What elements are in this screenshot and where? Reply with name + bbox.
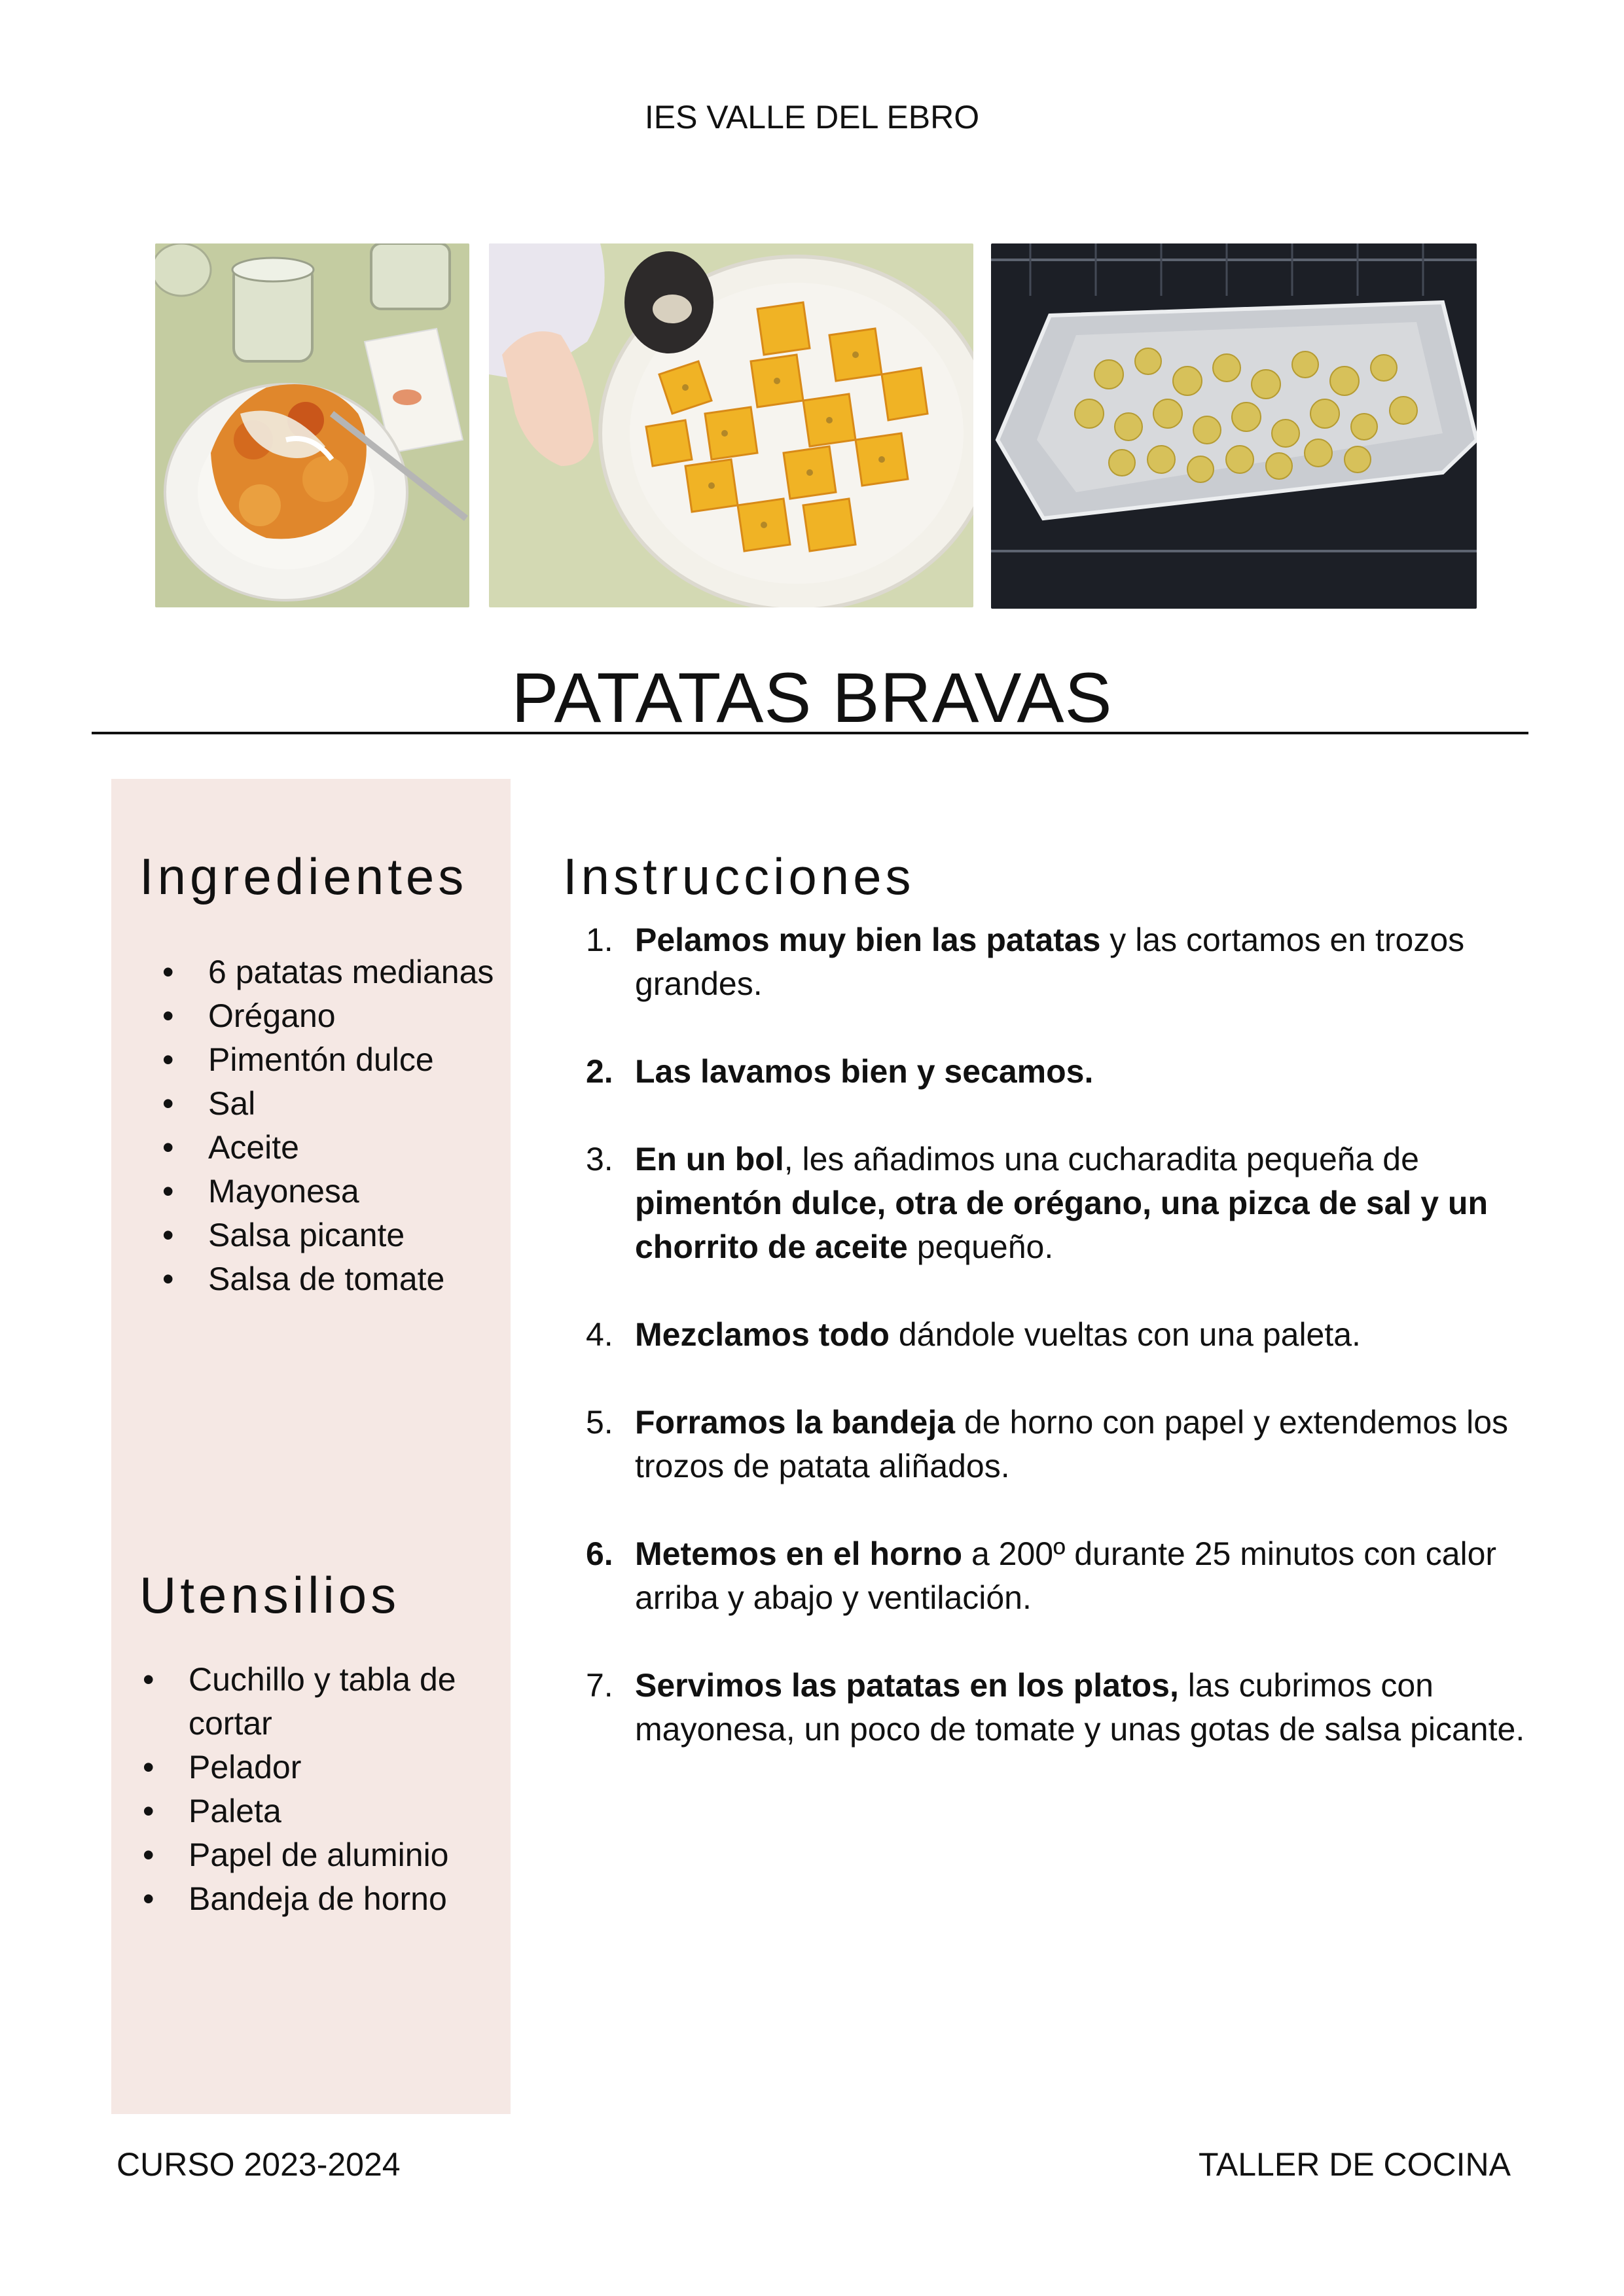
- school-name: IES VALLE DEL EBRO: [644, 99, 980, 135]
- step-number: 5.: [586, 1404, 613, 1441]
- utensil-item: • Paleta: [189, 1789, 496, 1833]
- step-number: 3.: [586, 1141, 613, 1177]
- footer-course: CURSO 2023-2024: [117, 2146, 401, 2183]
- step-text: dándole vueltas con una paleta.: [889, 1316, 1361, 1353]
- instruction-step: [586, 918, 1551, 1006]
- step-text: a 200º durante 25 minutos con calor arriba y abajo y ventilación.: [635, 1535, 1497, 1616]
- instruction-step: [586, 1664, 1551, 1751]
- ingredient-item: • 6 patatas medianas: [208, 950, 516, 994]
- photo-plated-dish: [155, 243, 469, 607]
- instruction-step: [586, 1313, 1551, 1357]
- ingredients-heading: Ingredientes: [139, 848, 468, 905]
- utensil-item: • Cuchillo y tabla de cortar: [189, 1658, 496, 1746]
- step-number: 6.: [586, 1535, 613, 1572]
- step-text: las cubrimos con mayonesa, un poco de tomate y unas gotas de salsa picante.: [635, 1667, 1525, 1748]
- step-bold-text: Las lavamos bien y secamos.: [635, 1053, 1094, 1090]
- instruction-step: [586, 1401, 1551, 1488]
- step-number: 2.: [586, 1053, 613, 1090]
- step-bold-text: pimentón dulce, otra de orégano, una pizca de sal y un chorrito de aceite: [635, 1185, 1489, 1265]
- step-number: 7.: [586, 1667, 613, 1704]
- photo-seasoning-bowl: [489, 243, 973, 607]
- step-number: 4.: [586, 1316, 613, 1353]
- instructions-list: [586, 918, 1551, 1795]
- ingredients-list: [208, 950, 516, 1301]
- photo-oven-tray: [991, 243, 1477, 609]
- step-bold-text: Mezclamos todo: [635, 1316, 890, 1353]
- footer-workshop: TALLER DE COCINA: [1199, 2146, 1511, 2183]
- step-text: pequeño.: [907, 1229, 1054, 1265]
- instruction-step: [586, 1050, 1551, 1094]
- step-bold-text: En un bol: [635, 1141, 784, 1177]
- utensil-item: • Pelador: [189, 1746, 496, 1789]
- ingredient-item: • Mayonesa: [208, 1170, 516, 1213]
- ingredient-item: • Pimentón dulce: [208, 1038, 516, 1082]
- step-text: , les añadimos una cucharadita pequeña de: [784, 1141, 1419, 1177]
- utensils-list: [189, 1658, 496, 1921]
- utensil-item: • Papel de aluminio: [189, 1833, 496, 1877]
- ingredient-item: • Aceite: [208, 1126, 516, 1170]
- ingredient-item: • Orégano: [208, 994, 516, 1038]
- recipe-title: PATATAS BRAVAS: [511, 658, 1113, 737]
- step-bold-text: Pelamos muy bien las patatas: [635, 922, 1101, 958]
- step-number: 1.: [586, 922, 613, 958]
- title-divider: [92, 732, 1528, 734]
- step-text: y las cortamos en trozos grandes.: [635, 922, 1465, 1002]
- instruction-step: [586, 1138, 1551, 1269]
- step-bold-text: Servimos las patatas en los platos,: [635, 1667, 1179, 1704]
- utensil-item: • Bandeja de horno: [189, 1877, 496, 1921]
- ingredient-item: • Salsa picante: [208, 1213, 516, 1257]
- utensils-heading: Utensilios: [139, 1566, 401, 1624]
- instructions-heading: Instrucciones: [563, 848, 915, 905]
- step-bold-text: Forramos la bandeja: [635, 1404, 956, 1441]
- step-bold-text: Metemos en el horno: [635, 1535, 963, 1572]
- step-text: de horno con papel y extendemos los trozos de patata aliñados.: [635, 1404, 1509, 1484]
- ingredient-item: • Sal: [208, 1082, 516, 1126]
- ingredient-item: • Salsa de tomate: [208, 1257, 516, 1301]
- instruction-step: [586, 1532, 1551, 1620]
